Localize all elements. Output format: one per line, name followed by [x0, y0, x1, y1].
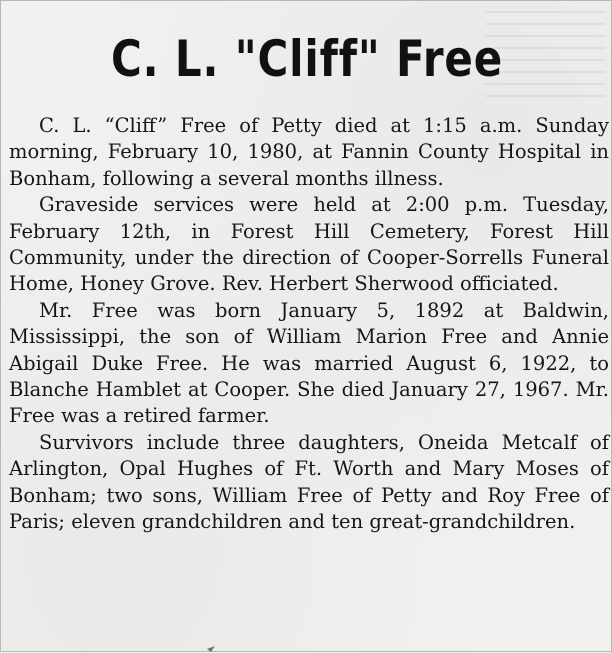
paragraph-biography: Mr. Free was born January 5, 1892 at Baldwin, Mississippi, the son of William Marion Free and Annie Abigail Duke Free. He was married August 6, 1922, to Blanche Hamblet at Cooper. She died January 27, 1967. Mr. Free was a retired farmer.	[9, 298, 609, 428]
obituary-body	[9, 113, 609, 536]
paragraph-death-notice: C. L. “Cliff” Free of Petty died at 1:15 a.m. Sunday morning, February 10, 1980, at Fannin County Hospital in Bonham, following a several months illness.	[9, 114, 609, 190]
obituary-headline: C. L. "Cliff" Free	[110, 30, 504, 88]
paragraph-survivors: Survivors include three daughters, Oneida Metcalf of Arlington, Opal Hughes of Ft. Worth and Mary Moses of Bonham; two sons, William Free of Petty and Roy Free of Paris; eleven grandchildren and ten great-grandchildren.	[9, 430, 609, 534]
paragraph-services: Graveside services were held at 2:00 p.m. Tuesday, February 12th, in Forest Hill Cemetery, Forest Hill Community, under the direction of Cooper-Sorrells Funeral Home, Honey Grove. Rev. Herbert Sherwood officiated.	[9, 193, 609, 296]
